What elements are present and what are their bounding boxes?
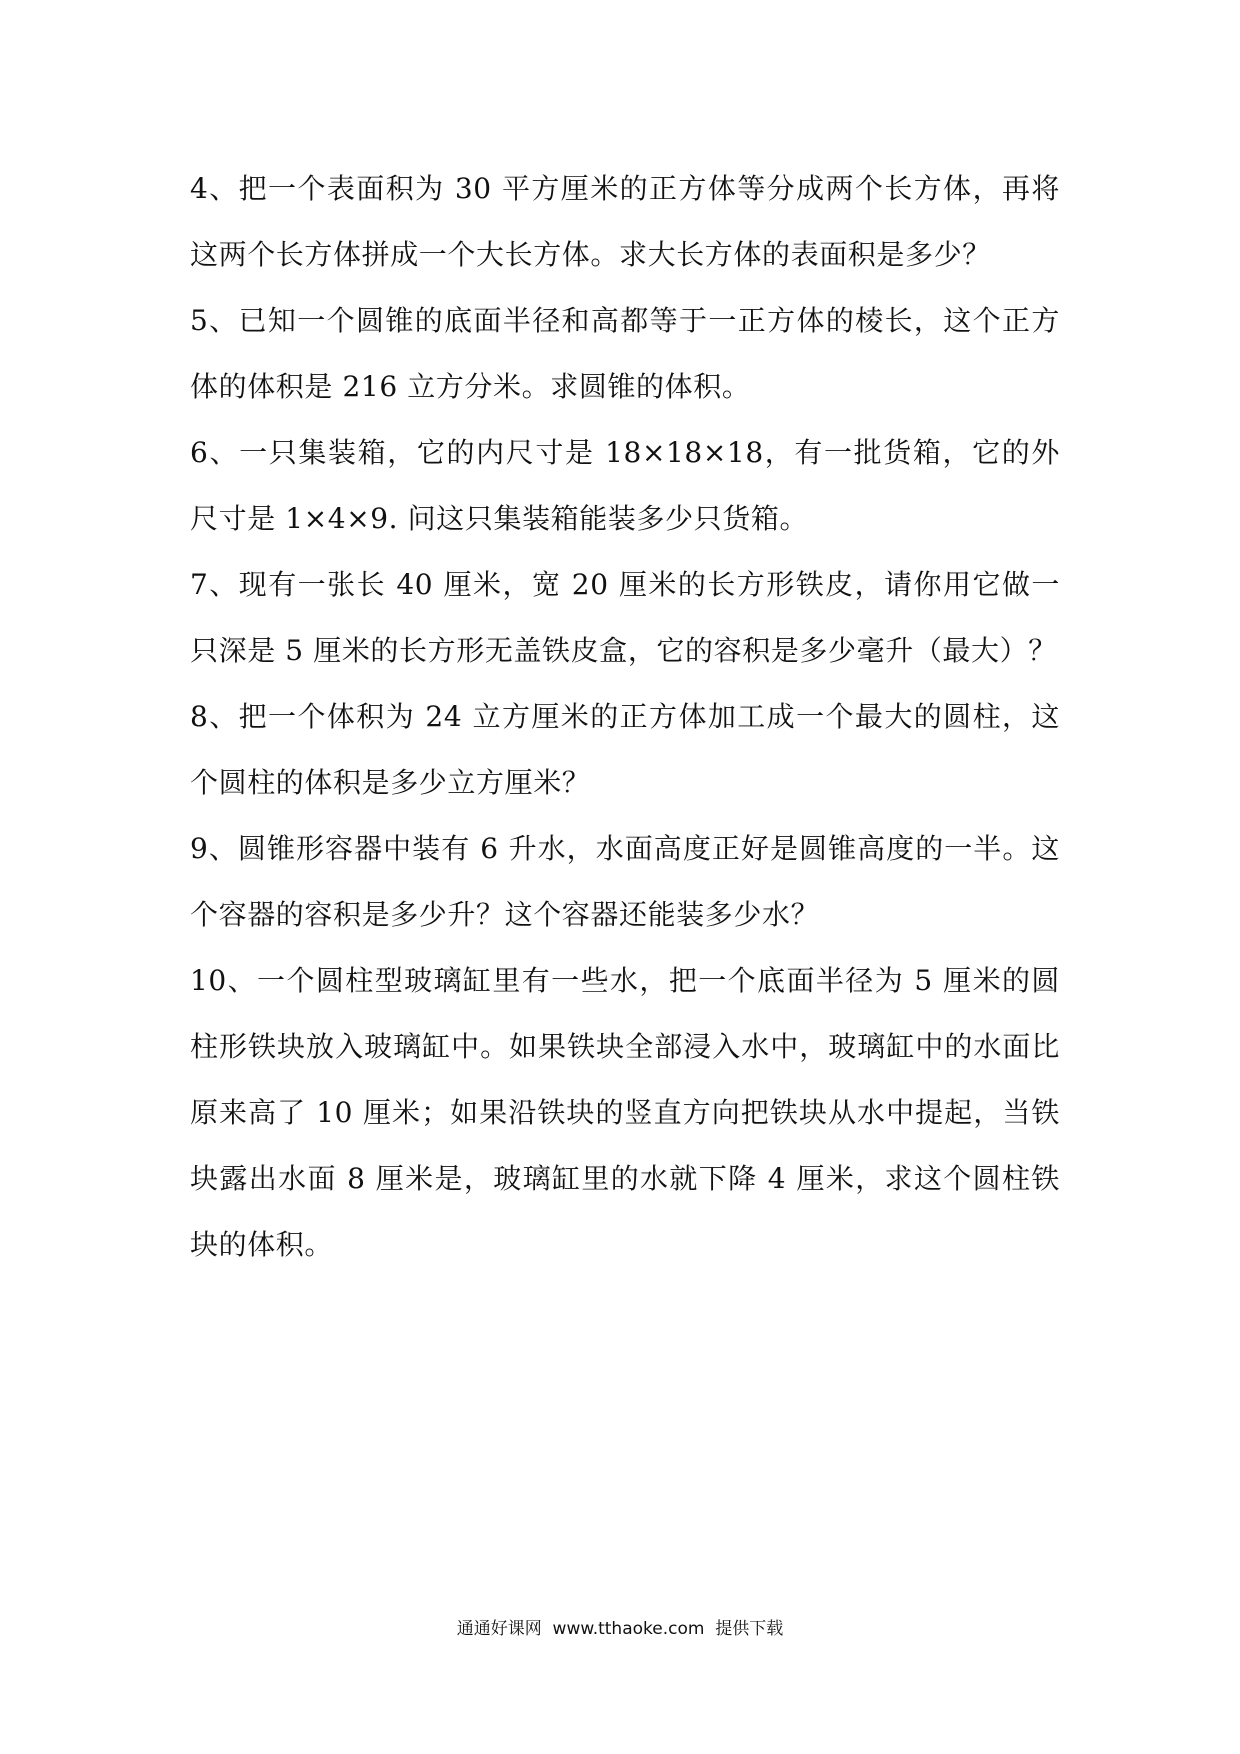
problem-4: 4、把一个表面积为 30 平方厘米的正方体等分成两个长方体，再将这两个长方体拼成一个大长方体。求大长方体的表面积是多少？ — [190, 172, 1060, 271]
problem-10: 10、一个圆柱型玻璃缸里有一些水，把一个底面半径为 5 厘米的圆柱形铁块放入玻璃缸中。如果铁块全部浸入水中，玻璃缸中的水面比原来高了 10 厘米；如果沿铁块的竖直方向把铁块从水中提起，当铁块露出水面 8 厘米是，玻璃缸里的水就下降 4 厘米，求这个圆柱铁块的体积。 — [190, 964, 1060, 1261]
problem-list — [190, 156, 1060, 1278]
problem-7: 7、现有一张长 40 厘米，宽 20 厘米的长方形铁皮，请你用它做一只深是 5 厘米的长方形无盖铁皮盒，它的容积是多少毫升（最大）？ — [190, 568, 1060, 667]
problem-9: 9、圆锥形容器中装有 6 升水，水面高度正好是圆锥高度的一半。这个容器的容积是多少升？这个容器还能装多少水？ — [190, 832, 1060, 931]
problem-8: 8、把一个体积为 24 立方厘米的正方体加工成一个最大的圆柱，这个圆柱的体积是多少立方厘米？ — [190, 700, 1060, 799]
page-footer: 通通好课网 www.tthaoke.com 提供下载 — [456, 1619, 784, 1639]
problem-6: 6、一只集装箱，它的内尺寸是 18×18×18，有一批货箱，它的外尺寸是 1×4×9. 问这只集装箱能装多少只货箱。 — [190, 436, 1060, 535]
problem-5: 5、已知一个圆锥的底面半径和高都等于一正方体的棱长，这个正方体的体积是 216 立方分米。求圆锥的体积。 — [190, 304, 1060, 403]
